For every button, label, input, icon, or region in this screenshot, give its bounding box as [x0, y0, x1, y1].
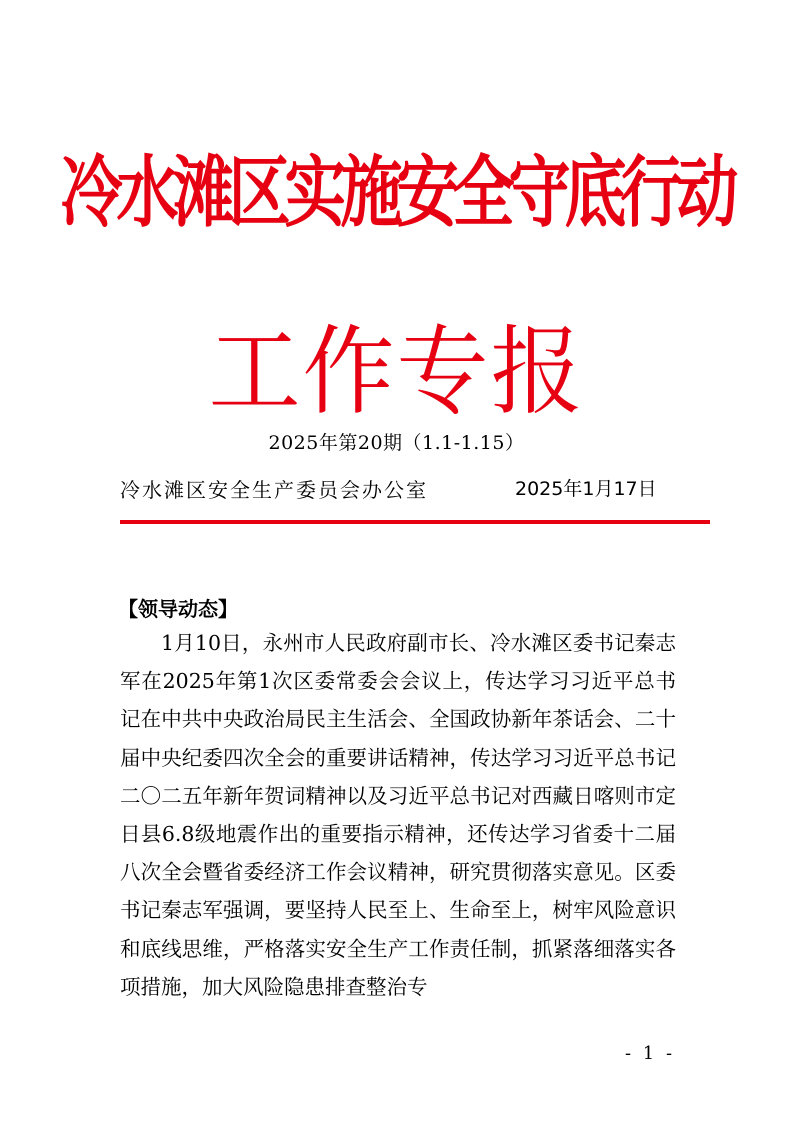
masthead-title-line-2: 工作专报 [208, 316, 585, 429]
issue-number: 2025年第20期（1.1-1.15） [268, 432, 525, 454]
section-heading: 【领导动态】 [118, 597, 238, 621]
page-number: - 1 - [625, 1043, 676, 1064]
issuer-name: 冷水滩区安全生产委员会办公室 [120, 478, 428, 502]
body-paragraph: 1月10日，永州市人民政府副市长、冷水滩区委书记秦志军在2025年第1次区委常委会会议上，传达学习习近平总书记在中共中央政治局民主生活会、全国政协新年茶话会、二十届中央纪委四次全会的重要讲话精神，传达学习习近平总书记二〇二五年新年贺词精神以及习近平总书记对西藏日喀则市定日县6.8级地震作出的重要指示精神，还传达学习省委十二届八次全会暨省委经济工作会议精神，研究贯彻落实意见。区委书记秦志军强调，要坚持人民至上、生命至上，树牢风险意识和底线思维，严格落实安全生产工作责任制，抓紧落细落实各项措施，加大风险隐患排查整治专 [120, 631, 676, 999]
red-divider-line [120, 520, 710, 524]
masthead-title-line-1: 冷水滩区实施安全守底行动 [60, 146, 733, 238]
issue-date: 2025年1月17日 [515, 478, 657, 500]
